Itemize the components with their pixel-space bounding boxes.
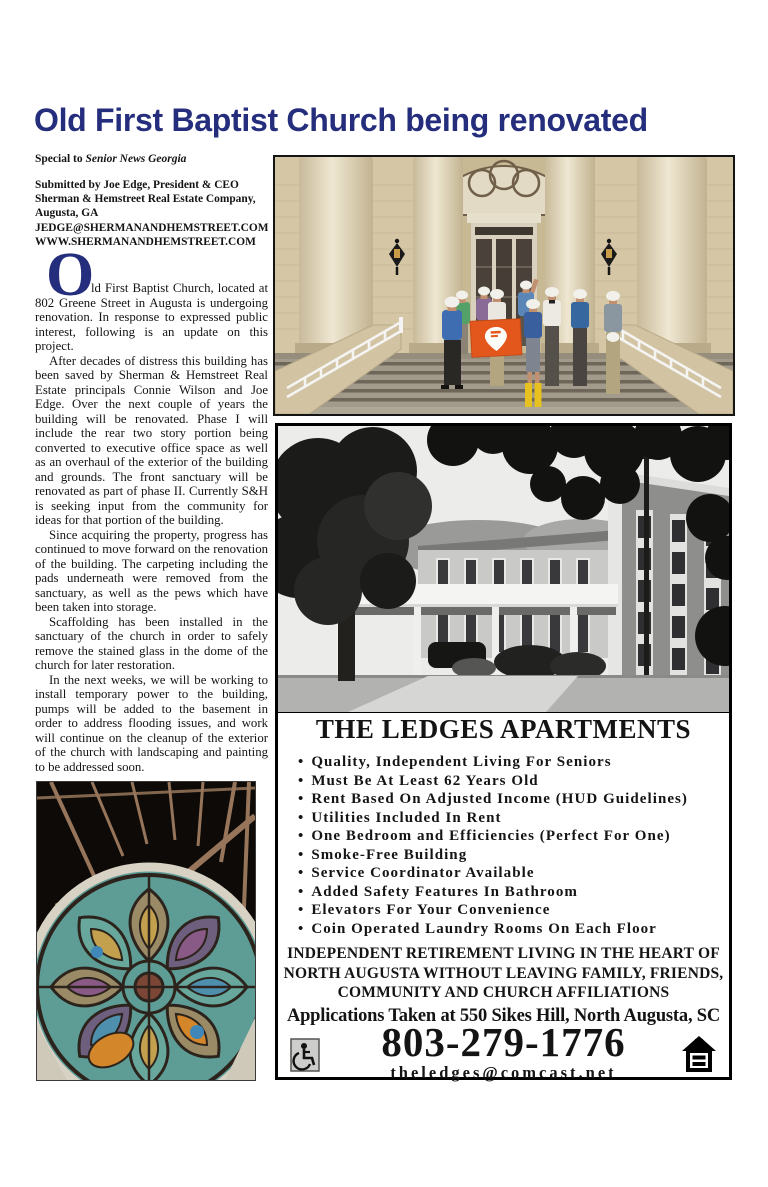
article-paragraph: Scaffolding has been installed in the sanctuary of the church in order to safely remove the stained glass in the dome of the church for later restoration. <box>35 614 268 672</box>
article-paragraph: After decades of distress this building has been saved by Sherman & Hemstreet Real Estate principals Connie Wilson and Joe Edge. Over the next couple of years the building will be renovated. Phase I will include the rear two story portion being converted to executive office space as well as an overhaul of the exterior of the building and grounds. The front sanctuary will be renovated as part of phase II. Currently S&H is seeking input from the community for ideas for that portion of the building. <box>35 353 268 527</box>
ad-tagline-line: NORTH AUGUSTA WITHOUT LEAVING FAMILY, FRIENDS, <box>283 964 724 982</box>
wheelchair-icon <box>290 1038 320 1072</box>
ad-phone-number: 803-279-1776 <box>381 1019 626 1065</box>
ledges-apartments-ad <box>275 423 732 1080</box>
article-paragraph: Since acquiring the property, progress has continued to move forward on the renovation of the building. The carpeting including the pads underneath were removed from the sanctuary, as well as the pews which have been taken into storage. <box>35 527 268 614</box>
apartment-building-photo <box>278 426 729 713</box>
person-blue-polo-mid <box>571 289 589 386</box>
ad-bullet-item: • Elevators For Your Convenience <box>298 902 723 921</box>
ad-bullet-item: • Must Be At Least 62 Years Old <box>298 773 723 792</box>
ad-title: THE LEDGES APARTMENTS <box>315 714 692 744</box>
article-opening-paragraph: ld First Baptist Church, located at 802 Greene Street in Augusta is undergoing renovation. In response to expressed public interest, following is an update on this project. <box>35 281 268 353</box>
person-gray-shirt <box>604 291 622 394</box>
flag-orange <box>470 319 522 358</box>
ad-tagline-line: COMMUNITY AND CHURCH AFFILIATIONS <box>337 984 670 1001</box>
ad-tagline <box>278 944 729 1003</box>
ad-bullet-item: • Coin Operated Laundry Rooms On Each Floor <box>298 921 723 940</box>
apartment-photo-illustration <box>278 426 729 712</box>
ad-bullet-item: • Utilities Included In Rent <box>298 810 723 829</box>
submitted-line: Submitted by Joe Edge, President & CEO <box>35 179 239 191</box>
ad-email: theledges@comcast.net <box>390 1063 617 1082</box>
article-body <box>35 281 268 775</box>
ad-bullet-item: • Smoke-Free Building <box>298 847 723 866</box>
stained-glass-rose-window <box>37 867 255 1080</box>
church-photo-illustration <box>275 157 733 414</box>
ad-bullet-item: • Rent Based On Adjusted Income (HUD Guidelines) <box>298 791 723 810</box>
submitted-line: WWW.SHERMANANDHEMSTREET.COM <box>35 235 256 248</box>
page-title: Old First Baptist Church being renovated <box>34 102 648 138</box>
byline <box>35 153 186 165</box>
person-bow-tie <box>543 287 561 386</box>
stained-glass-illustration <box>37 782 255 1080</box>
ad-applications-line: Applications Taken at 550 Sikes Hill, North Augusta, SC <box>286 1006 721 1026</box>
drop-cap: O <box>46 241 95 309</box>
byline-prefix: Special to <box>35 153 86 165</box>
ad-bullet-item: • One Bedroom and Efficiencies (Perfect For One) <box>298 828 723 847</box>
ad-bullet-item: • Added Safety Features In Bathroom <box>298 884 723 903</box>
equal-housing-icon <box>682 1036 716 1073</box>
byline-publication: Senior News Georgia <box>85 153 187 165</box>
ad-bullet-list <box>298 754 723 939</box>
submitted-line: Augusta, GA <box>35 207 99 220</box>
group-in-hardhats-on-church-steps-photo <box>273 155 735 416</box>
submitted-line: JEDGE@SHERMANANDHEMSTREET.COM <box>35 221 269 234</box>
article-paragraph: In the next weeks, we will be working to install temporary power to the building, pumps will be added to the basement in order to address flooding issues, and work will continue on the cleanup of the exterior of the church with landscaping and painting to be addressed soon. <box>35 672 268 774</box>
submitted-line: Sherman & Hemstreet Real Estate Company, <box>35 193 256 206</box>
stained-glass-dome-photo <box>36 781 256 1081</box>
ad-tagline-line: INDEPENDENT RETIREMENT LIVING IN THE HEART OF <box>287 945 720 962</box>
ad-bullet-item: • Quality, Independent Living For Seniors <box>298 754 723 773</box>
ad-bullet-item: • Service Coordinator Available <box>298 865 723 884</box>
submitted-block <box>35 178 268 249</box>
